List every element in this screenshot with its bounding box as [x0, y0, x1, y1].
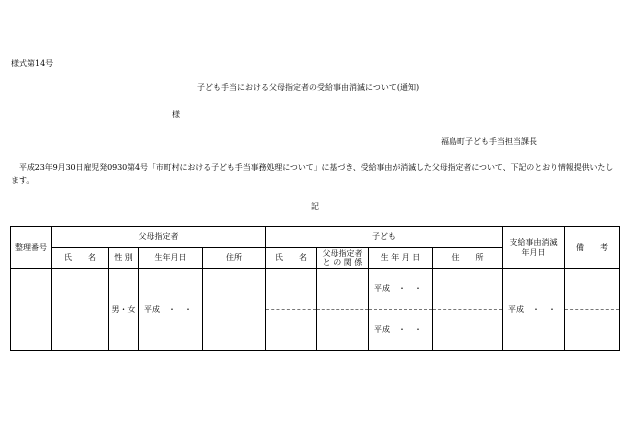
addressee-suffix: 様 [172, 110, 180, 119]
info-table [10, 226, 620, 351]
cell-child-name-2 [266, 310, 317, 351]
header-seiri: 整理番号 [11, 227, 52, 269]
cell-parent-sex: 男・女 [109, 269, 139, 351]
body-text [11, 161, 623, 187]
header-parent-address: 住所 [203, 248, 266, 269]
header-child-birth: 生 年 月 日 [369, 248, 433, 269]
header-end-date-line1: 支給事由消滅 [509, 237, 558, 247]
cell-remarks-1 [565, 269, 620, 310]
header-child-relation [317, 248, 369, 269]
cell-child-name-1 [266, 269, 317, 310]
header-parent-group: 父母指定者 [52, 227, 266, 248]
cell-parent-name [52, 269, 109, 351]
header-parent-birth: 生年月日 [139, 248, 203, 269]
body-line-1: 平成23年9月30日雇児発0930第4号「市町村における子ども手当事務処理について」に基づき、受給事由が消滅した父母指定者について、下記のとおり情報提供いたし [19, 163, 614, 172]
cell-child-relation-2 [317, 310, 369, 351]
cell-child-address-2 [433, 310, 503, 351]
cell-end-date: 平成 ・ ・ [503, 269, 565, 351]
cell-child-birth-1: 平成 ・ ・ [369, 269, 433, 310]
body-line-2: ます。 [11, 176, 35, 185]
cell-seiri [11, 269, 52, 351]
header-child-address: 住 所 [433, 248, 503, 269]
header-child-relation-line2: と の 関 係 [322, 258, 363, 267]
header-child-name: 氏 名 [266, 248, 317, 269]
cell-child-address-1 [433, 269, 503, 310]
header-end-date [503, 227, 565, 269]
header-parent-sex: 性 別 [109, 248, 139, 269]
cell-parent-birth: 平成 ・ ・ [139, 269, 203, 351]
form-number: 様式第14号 [11, 59, 54, 68]
ki-heading: 記 [311, 202, 319, 211]
cell-remarks-2 [565, 310, 620, 351]
sender: 福島町子ども手当担当課長 [441, 137, 537, 146]
cell-child-relation-1 [317, 269, 369, 310]
cell-parent-address [203, 269, 266, 351]
header-parent-name: 氏 名 [52, 248, 109, 269]
header-end-date-line2: 年月日 [521, 247, 546, 257]
header-remarks: 備 考 [565, 227, 620, 269]
header-child-group: 子ども [266, 227, 503, 248]
header-child-relation-line1: 父母指定者 [322, 249, 363, 258]
document-title: 子ども手当における父母指定者の受給事由消滅について(通知) [197, 83, 420, 92]
cell-child-birth-2: 平成 ・ ・ [369, 310, 433, 351]
